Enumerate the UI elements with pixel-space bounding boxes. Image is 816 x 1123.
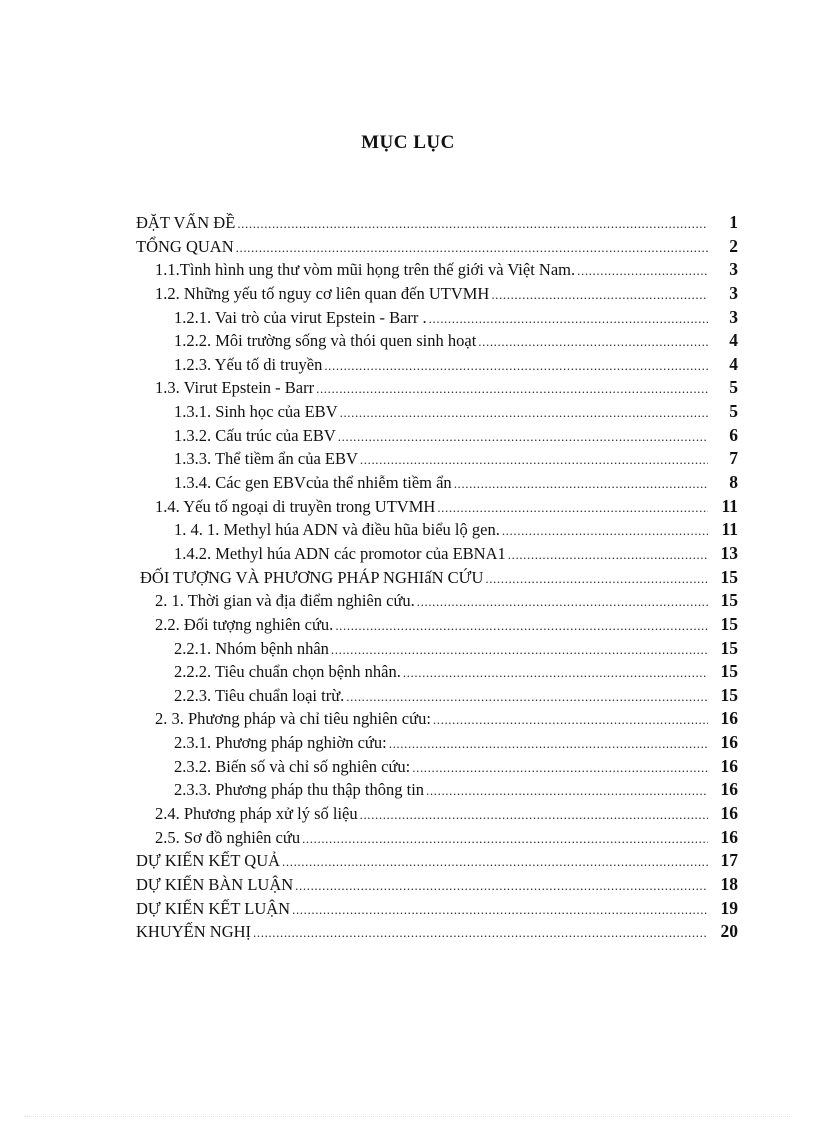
toc-page-number: 4 bbox=[729, 353, 738, 374]
toc-page-number: 1 bbox=[729, 212, 738, 232]
toc-page-number: 3 bbox=[729, 282, 738, 303]
dot-leader bbox=[454, 472, 708, 495]
dot-leader bbox=[389, 732, 708, 755]
toc-page-number: 11 bbox=[721, 519, 738, 540]
toc-entry[interactable] bbox=[136, 920, 738, 944]
toc-entry-label: ĐẶT VẤN ĐỀ bbox=[136, 213, 236, 232]
toc-entry[interactable] bbox=[136, 707, 738, 731]
toc-entry[interactable] bbox=[136, 731, 738, 755]
toc-entry[interactable] bbox=[136, 826, 738, 850]
dot-leader bbox=[346, 685, 708, 708]
dot-leader bbox=[429, 307, 708, 330]
dot-leader bbox=[335, 614, 708, 637]
toc-page-number: 16 bbox=[720, 826, 738, 847]
toc-entry[interactable] bbox=[136, 471, 738, 495]
toc-page-number: 19 bbox=[720, 897, 738, 918]
toc-entry-label: 2.3.1. Phương pháp nghiờn cứu: bbox=[174, 733, 387, 753]
dot-leader bbox=[478, 330, 708, 353]
dot-leader bbox=[412, 756, 708, 779]
toc-page-number: 17 bbox=[720, 850, 738, 871]
toc-entry[interactable] bbox=[136, 873, 738, 897]
toc-entry-label: TỔNG QUAN bbox=[136, 236, 234, 256]
toc-page-number: 15 bbox=[720, 661, 738, 682]
toc-entry-label: 1.2.3. Yếu tố di truyền bbox=[174, 354, 323, 374]
toc-entry[interactable] bbox=[136, 613, 738, 637]
toc-page-number: 16 bbox=[720, 779, 738, 800]
toc-entry-label: 2. 3. Phương pháp và chỉ tiêu nghiên cứu: bbox=[155, 709, 431, 729]
dot-leader bbox=[236, 236, 708, 259]
toc-entry-label: 1.4. Yếu tố ngoại di truyền trong UTVMH bbox=[155, 496, 436, 516]
page-bottom-rule bbox=[24, 1116, 792, 1117]
dot-leader bbox=[485, 567, 708, 590]
toc-entry-label: ĐỐI TƯỢNG VÀ PHƯƠNG PHÁP NGHIấN CỨU bbox=[140, 567, 484, 587]
toc-page-number: 7 bbox=[729, 448, 738, 469]
dot-leader bbox=[437, 496, 708, 519]
toc-entry[interactable] bbox=[136, 589, 738, 613]
toc-entry-label: 2.2.2. Tiêu chuẩn chọn bệnh nhân. bbox=[174, 662, 401, 682]
toc-page-number: 15 bbox=[720, 684, 738, 705]
toc-page-number: 4 bbox=[729, 330, 738, 351]
toc-page-number: 2 bbox=[729, 235, 738, 256]
dot-leader bbox=[577, 259, 708, 282]
toc-page-number: 15 bbox=[720, 590, 738, 611]
dot-leader bbox=[302, 827, 708, 850]
dot-leader bbox=[237, 212, 708, 235]
toc-entry-label: 1.3.3. Thể tiềm ẩn của EBV bbox=[174, 449, 358, 469]
toc-entry-label: 2.2.3. Tiêu chuẩn loại trừ. bbox=[174, 685, 345, 705]
toc-entry-label: 2.4. Phương pháp xử lý số liệu bbox=[155, 804, 358, 824]
page-title: MỤC LỤC bbox=[361, 132, 455, 153]
toc-entry-label: 2.5. Sơ đồ nghiên cứu bbox=[155, 827, 301, 847]
toc-entry[interactable] bbox=[136, 566, 738, 590]
toc-entry-label: DỰ KIẾN KẾT LUẬN bbox=[136, 898, 291, 918]
dot-leader bbox=[426, 779, 708, 802]
dot-leader bbox=[292, 898, 708, 921]
toc-entry-label: 1.3.2. Cấu trúc của EBV bbox=[174, 425, 336, 445]
toc-entry[interactable] bbox=[136, 282, 738, 306]
toc-page-number: 6 bbox=[729, 424, 738, 445]
toc-entry-label: 1. 4. 1. Methyl húa ADN và điều hũa biểu lộ gen. bbox=[174, 520, 500, 540]
toc-entry-label: KHUYẾN NGHỊ bbox=[136, 922, 252, 942]
toc-entry-label: 1.1.Tình hình ung thư vòm mũi họng trên thế giới và Việt Nam. bbox=[155, 260, 576, 280]
toc-entry-label: DỰ KIẾN BÀN LUẬN bbox=[136, 874, 294, 894]
dot-leader bbox=[340, 401, 708, 424]
toc-page-number: 16 bbox=[720, 732, 738, 753]
dot-leader bbox=[295, 874, 708, 897]
toc-page-number: 15 bbox=[720, 566, 738, 587]
toc-entry-label: 1.2.1. Vai trò của virut Epstein - Barr . bbox=[174, 307, 427, 327]
toc-entry-label: 2.2. Đối tượng nghiên cứu. bbox=[155, 614, 334, 634]
dot-leader bbox=[324, 354, 708, 377]
toc-page-number: 3 bbox=[729, 306, 738, 327]
dot-leader bbox=[253, 921, 708, 944]
toc-entry[interactable] bbox=[136, 849, 738, 873]
toc-page-number: 15 bbox=[720, 613, 738, 634]
toc-entry[interactable] bbox=[136, 684, 738, 708]
toc-entry-label: 1.3.4. Các gen EBVcủa thể nhiễm tiềm ẩn bbox=[174, 473, 452, 493]
table-of-contents bbox=[136, 211, 738, 944]
toc-page-number: 16 bbox=[720, 803, 738, 824]
toc-entry[interactable] bbox=[136, 329, 738, 353]
toc-entry[interactable] bbox=[136, 495, 738, 519]
toc-entry[interactable] bbox=[136, 802, 738, 826]
toc-entry-label: 1.2.2. Môi trường sống và thói quen sinh hoạt bbox=[174, 331, 477, 351]
dot-leader bbox=[403, 661, 708, 684]
toc-page-number: 16 bbox=[720, 755, 738, 776]
dot-leader bbox=[508, 543, 708, 566]
dot-leader bbox=[338, 425, 708, 448]
toc-entry[interactable] bbox=[136, 778, 738, 802]
toc-entry[interactable] bbox=[136, 542, 738, 566]
toc-entry[interactable] bbox=[136, 353, 738, 377]
toc-entry[interactable] bbox=[136, 258, 738, 282]
toc-entry[interactable] bbox=[136, 376, 738, 400]
toc-entry[interactable] bbox=[136, 211, 738, 235]
toc-entry[interactable] bbox=[136, 755, 738, 779]
toc-entry[interactable] bbox=[136, 518, 738, 542]
dot-leader bbox=[433, 708, 708, 731]
toc-entry-label: 1.4.2. Methyl húa ADN các promotor của EBNA1 bbox=[174, 543, 506, 563]
toc-page-number: 8 bbox=[729, 472, 738, 493]
toc-entry-label: 2.3.3. Phương pháp thu thập thông tin bbox=[174, 780, 425, 800]
toc-entry-label: 1.3. Virut Epstein - Barr bbox=[155, 378, 315, 398]
toc-entry[interactable] bbox=[136, 637, 738, 661]
dot-leader bbox=[316, 377, 708, 400]
dot-leader bbox=[360, 448, 708, 471]
toc-entry-label: 2.3.2. Biến số và chỉ số nghiên cứu: bbox=[174, 756, 411, 776]
toc-entry-label: 1.3.1. Sinh học của EBV bbox=[174, 402, 338, 422]
toc-page-number: 5 bbox=[729, 401, 738, 422]
toc-page-number: 5 bbox=[729, 377, 738, 398]
dot-leader bbox=[502, 519, 708, 542]
toc-page-number: 18 bbox=[720, 873, 738, 894]
toc-entry[interactable] bbox=[136, 897, 738, 921]
toc-page-number: 3 bbox=[729, 259, 738, 280]
toc-entry-label: 2.2.1. Nhóm bệnh nhân bbox=[174, 638, 329, 658]
toc-page-number: 13 bbox=[720, 542, 738, 563]
toc-entry[interactable] bbox=[136, 235, 738, 259]
toc-entry[interactable] bbox=[136, 400, 738, 424]
dot-leader bbox=[331, 638, 708, 661]
toc-page-number: 11 bbox=[721, 495, 738, 516]
toc-entry-label: 1.2. Những yếu tố nguy cơ liên quan đến UTVMH bbox=[155, 283, 490, 303]
toc-page-number: 20 bbox=[720, 921, 738, 942]
dot-leader bbox=[491, 283, 708, 306]
dot-leader bbox=[360, 803, 708, 826]
dot-leader bbox=[417, 590, 708, 613]
toc-entry-label: 2. 1. Thời gian và địa điểm nghiên cứu. bbox=[155, 591, 415, 611]
dot-leader bbox=[282, 850, 708, 873]
toc-entry[interactable] bbox=[136, 306, 738, 330]
toc-entry[interactable] bbox=[136, 447, 738, 471]
toc-page-number: 15 bbox=[720, 637, 738, 658]
toc-entry[interactable] bbox=[136, 424, 738, 448]
toc-page-number: 16 bbox=[720, 708, 738, 729]
toc-entry-label: DỰ KIẾN KẾT QUẢ bbox=[136, 851, 281, 871]
toc-entry[interactable] bbox=[136, 660, 738, 684]
